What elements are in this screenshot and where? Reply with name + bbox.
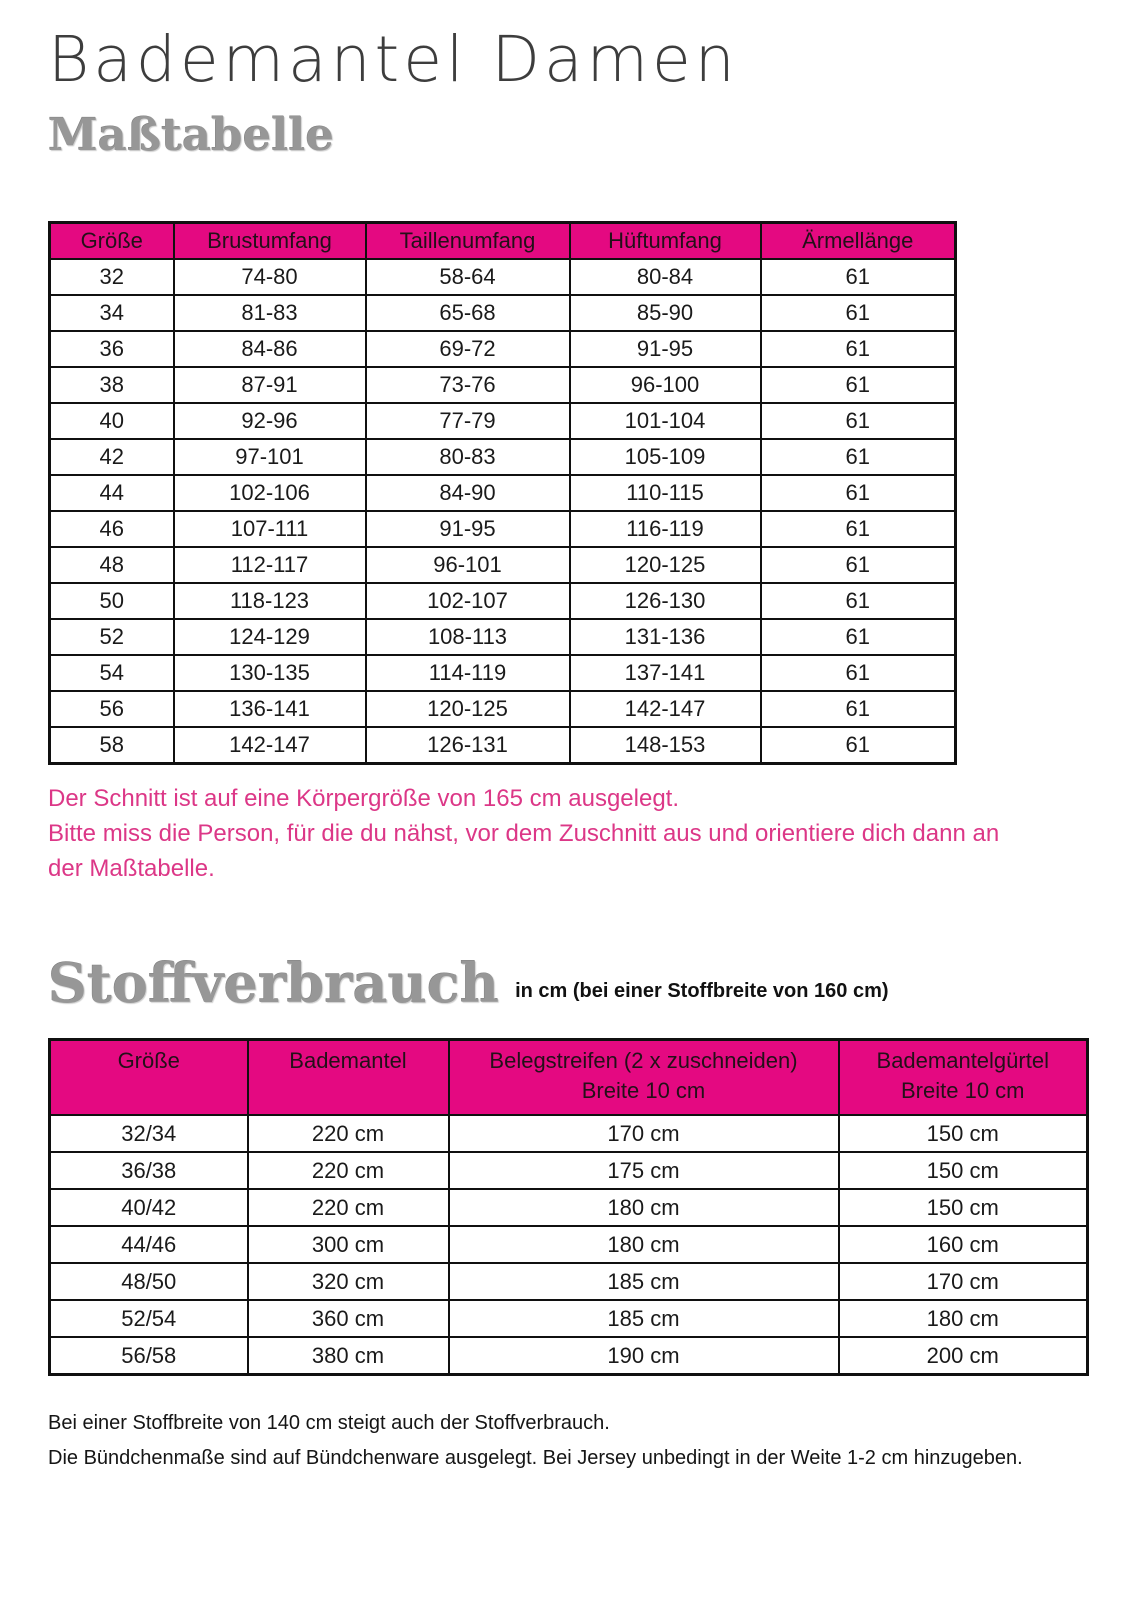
size-table xyxy=(48,221,957,765)
size-table-cell: 120-125 xyxy=(366,691,570,727)
fabric-table-header-cell xyxy=(839,1040,1088,1116)
fabric-table-header-cell xyxy=(50,1040,248,1116)
size-table-cell: 142-147 xyxy=(174,727,366,764)
fabric-table-cell: 360 cm xyxy=(248,1300,449,1337)
size-table-cell: 61 xyxy=(761,691,956,727)
fabric-table-row xyxy=(50,1300,1088,1337)
size-table-cell: 84-90 xyxy=(366,475,570,511)
size-table-cell: 40 xyxy=(50,403,174,439)
size-table-cell: 50 xyxy=(50,583,174,619)
size-table-cell: 61 xyxy=(761,475,956,511)
size-table-cell: 73-76 xyxy=(366,367,570,403)
fabric-table-cell: 160 cm xyxy=(839,1226,1088,1263)
size-table-row xyxy=(50,583,956,619)
size-table-row xyxy=(50,259,956,295)
fit-note xyxy=(48,781,1106,886)
size-table-cell: 105-109 xyxy=(570,439,761,475)
fabric-table-cell: 40/42 xyxy=(50,1189,248,1226)
size-table-cell: 77-79 xyxy=(366,403,570,439)
fabric-table-cell: 44/46 xyxy=(50,1226,248,1263)
fabric-usage-table xyxy=(48,1038,1089,1376)
fabric-table-cell: 220 cm xyxy=(248,1115,449,1152)
size-table-cell: 126-130 xyxy=(570,583,761,619)
size-table-cell: 101-104 xyxy=(570,403,761,439)
footer-note-line: Bei einer Stoffbreite von 140 cm steigt auch der Stoffverbrauch. xyxy=(48,1412,610,1435)
size-table-cell: 61 xyxy=(761,583,956,619)
size-table-header-cell: Größe xyxy=(50,223,174,260)
size-table-row xyxy=(50,511,956,547)
size-table-row xyxy=(50,691,956,727)
size-table-cell: 61 xyxy=(761,547,956,583)
fabric-table-cell: 56/58 xyxy=(50,1337,248,1375)
size-table-cell: 80-84 xyxy=(570,259,761,295)
size-table-cell: 136-141 xyxy=(174,691,366,727)
size-table-row xyxy=(50,295,956,331)
size-table-cell: 91-95 xyxy=(366,511,570,547)
size-table-cell: 116-119 xyxy=(570,511,761,547)
page-title: Bademantel Damen xyxy=(48,23,739,96)
size-table-cell: 42 xyxy=(50,439,174,475)
size-table-cell: 80-83 xyxy=(366,439,570,475)
size-table-row xyxy=(50,403,956,439)
size-table-row xyxy=(50,475,956,511)
fabric-table-cell: 180 cm xyxy=(839,1300,1088,1337)
size-table-cell: 142-147 xyxy=(570,691,761,727)
size-table-cell: 137-141 xyxy=(570,655,761,691)
stoffverbrauch-heading: Stoffverbrauch xyxy=(48,951,500,1016)
size-table-row xyxy=(50,655,956,691)
size-table-cell: 56 xyxy=(50,691,174,727)
fabric-table-row xyxy=(50,1189,1088,1226)
size-table-cell: 61 xyxy=(761,295,956,331)
fabric-table-cell: 150 cm xyxy=(839,1115,1088,1152)
size-table-cell: 110-115 xyxy=(570,475,761,511)
size-table-cell: 58-64 xyxy=(366,259,570,295)
size-table-cell: 61 xyxy=(761,619,956,655)
size-table-cell: 120-125 xyxy=(570,547,761,583)
size-table-cell: 102-106 xyxy=(174,475,366,511)
fabric-table-header-row xyxy=(50,1040,1088,1116)
fabric-table-cell: 220 cm xyxy=(248,1152,449,1189)
size-table-cell: 61 xyxy=(761,259,956,295)
size-table-cell: 85-90 xyxy=(570,295,761,331)
fit-note-line: Der Schnitt ist auf eine Körpergröße von 165 cm ausgelegt. xyxy=(48,785,680,813)
fabric-header-line: Bademantel xyxy=(289,1048,407,1074)
size-table-cell: 32 xyxy=(50,259,174,295)
fabric-table-cell: 200 cm xyxy=(839,1337,1088,1375)
size-table-cell: 102-107 xyxy=(366,583,570,619)
fabric-table-cell: 175 cm xyxy=(449,1152,839,1189)
fabric-table-cell: 150 cm xyxy=(839,1152,1088,1189)
size-table-header-cell: Ärmellänge xyxy=(761,223,956,260)
footer-note-line: Die Bündchenmaße sind auf Bündchenware ausgelegt. Bei Jersey unbedingt in der Weite 1-2 cm hinzugeben. xyxy=(48,1447,1023,1470)
size-table-cell: 118-123 xyxy=(174,583,366,619)
size-table-cell: 36 xyxy=(50,331,174,367)
fabric-table-cell: 150 cm xyxy=(839,1189,1088,1226)
size-table-cell: 91-95 xyxy=(570,331,761,367)
size-table-cell: 124-129 xyxy=(174,619,366,655)
size-table-row xyxy=(50,727,956,764)
fabric-table-cell: 320 cm xyxy=(248,1263,449,1300)
fabric-table-cell: 190 cm xyxy=(449,1337,839,1375)
size-table-cell: 131-136 xyxy=(570,619,761,655)
size-table-row xyxy=(50,547,956,583)
fabric-table-row xyxy=(50,1152,1088,1189)
size-table-cell: 92-96 xyxy=(174,403,366,439)
size-table-cell: 46 xyxy=(50,511,174,547)
fabric-header-line: Breite 10 cm xyxy=(901,1078,1025,1104)
size-table-cell: 97-101 xyxy=(174,439,366,475)
size-table-cell: 84-86 xyxy=(174,331,366,367)
size-table-header-cell: Hüftumfang xyxy=(570,223,761,260)
size-table-cell: 61 xyxy=(761,331,956,367)
fit-note-line: der Maßtabelle. xyxy=(48,855,215,883)
size-table-cell: 148-153 xyxy=(570,727,761,764)
size-table-cell: 87-91 xyxy=(174,367,366,403)
fabric-table-row xyxy=(50,1226,1088,1263)
fabric-header-line: Belegstreifen (2 x zuschneiden) xyxy=(489,1048,798,1074)
fabric-table-cell: 220 cm xyxy=(248,1189,449,1226)
size-table-cell: 74-80 xyxy=(174,259,366,295)
fabric-header-line: Bademantelgürtel xyxy=(876,1048,1049,1074)
size-table-cell: 38 xyxy=(50,367,174,403)
fabric-table-cell: 170 cm xyxy=(839,1263,1088,1300)
fabric-table-cell: 380 cm xyxy=(248,1337,449,1375)
size-table-row xyxy=(50,331,956,367)
size-table-cell: 130-135 xyxy=(174,655,366,691)
masstabelle-heading: Maßtabelle xyxy=(48,107,335,161)
size-table-cell: 96-100 xyxy=(570,367,761,403)
fabric-table-header-cell xyxy=(248,1040,449,1116)
size-table-cell: 107-111 xyxy=(174,511,366,547)
size-table-cell: 69-72 xyxy=(366,331,570,367)
size-table-row xyxy=(50,367,956,403)
size-table-header-row xyxy=(50,223,956,260)
fabric-table-cell: 180 cm xyxy=(449,1189,839,1226)
fabric-table-cell: 185 cm xyxy=(449,1300,839,1337)
size-table-cell: 108-113 xyxy=(366,619,570,655)
size-table-cell: 48 xyxy=(50,547,174,583)
fabric-table-cell: 170 cm xyxy=(449,1115,839,1152)
size-table-header-cell: Taillenumfang xyxy=(366,223,570,260)
size-table-cell: 96-101 xyxy=(366,547,570,583)
fabric-table-row xyxy=(50,1337,1088,1375)
stoffverbrauch-subtitle: in cm (bei einer Stoffbreite von 160 cm) xyxy=(515,980,889,1003)
fabric-table-cell: 185 cm xyxy=(449,1263,839,1300)
fabric-table-cell: 32/34 xyxy=(50,1115,248,1152)
size-table-cell: 126-131 xyxy=(366,727,570,764)
size-table-cell: 58 xyxy=(50,727,174,764)
size-table-row xyxy=(50,439,956,475)
size-table-cell: 112-117 xyxy=(174,547,366,583)
fit-note-line: Bitte miss die Person, für die du nähst, vor dem Zuschnitt aus und orientiere dich dann an xyxy=(48,820,1000,848)
size-table-cell: 61 xyxy=(761,727,956,764)
size-table-cell: 81-83 xyxy=(174,295,366,331)
fabric-table-cell: 52/54 xyxy=(50,1300,248,1337)
size-table-cell: 34 xyxy=(50,295,174,331)
footer-note xyxy=(48,1406,1106,1476)
size-table-cell: 61 xyxy=(761,511,956,547)
size-table-cell: 44 xyxy=(50,475,174,511)
stoffverbrauch-heading-row xyxy=(48,951,1106,1016)
size-table-header-cell: Brustumfang xyxy=(174,223,366,260)
size-table-row xyxy=(50,619,956,655)
fabric-header-line: Breite 10 cm xyxy=(581,1078,706,1104)
fabric-table-cell: 300 cm xyxy=(248,1226,449,1263)
size-table-cell: 65-68 xyxy=(366,295,570,331)
fabric-table-cell: 36/38 xyxy=(50,1152,248,1189)
fabric-table-row xyxy=(50,1263,1088,1300)
size-table-cell: 61 xyxy=(761,367,956,403)
fabric-table-row xyxy=(50,1115,1088,1152)
size-table-cell: 114-119 xyxy=(366,655,570,691)
size-table-cell: 61 xyxy=(761,655,956,691)
fabric-table-header-cell xyxy=(449,1040,839,1116)
fabric-table-cell: 48/50 xyxy=(50,1263,248,1300)
size-table-cell: 61 xyxy=(761,403,956,439)
size-table-cell: 54 xyxy=(50,655,174,691)
fabric-header-line: Größe xyxy=(117,1048,180,1074)
size-table-cell: 61 xyxy=(761,439,956,475)
fabric-table-cell: 180 cm xyxy=(449,1226,839,1263)
size-table-cell: 52 xyxy=(50,619,174,655)
